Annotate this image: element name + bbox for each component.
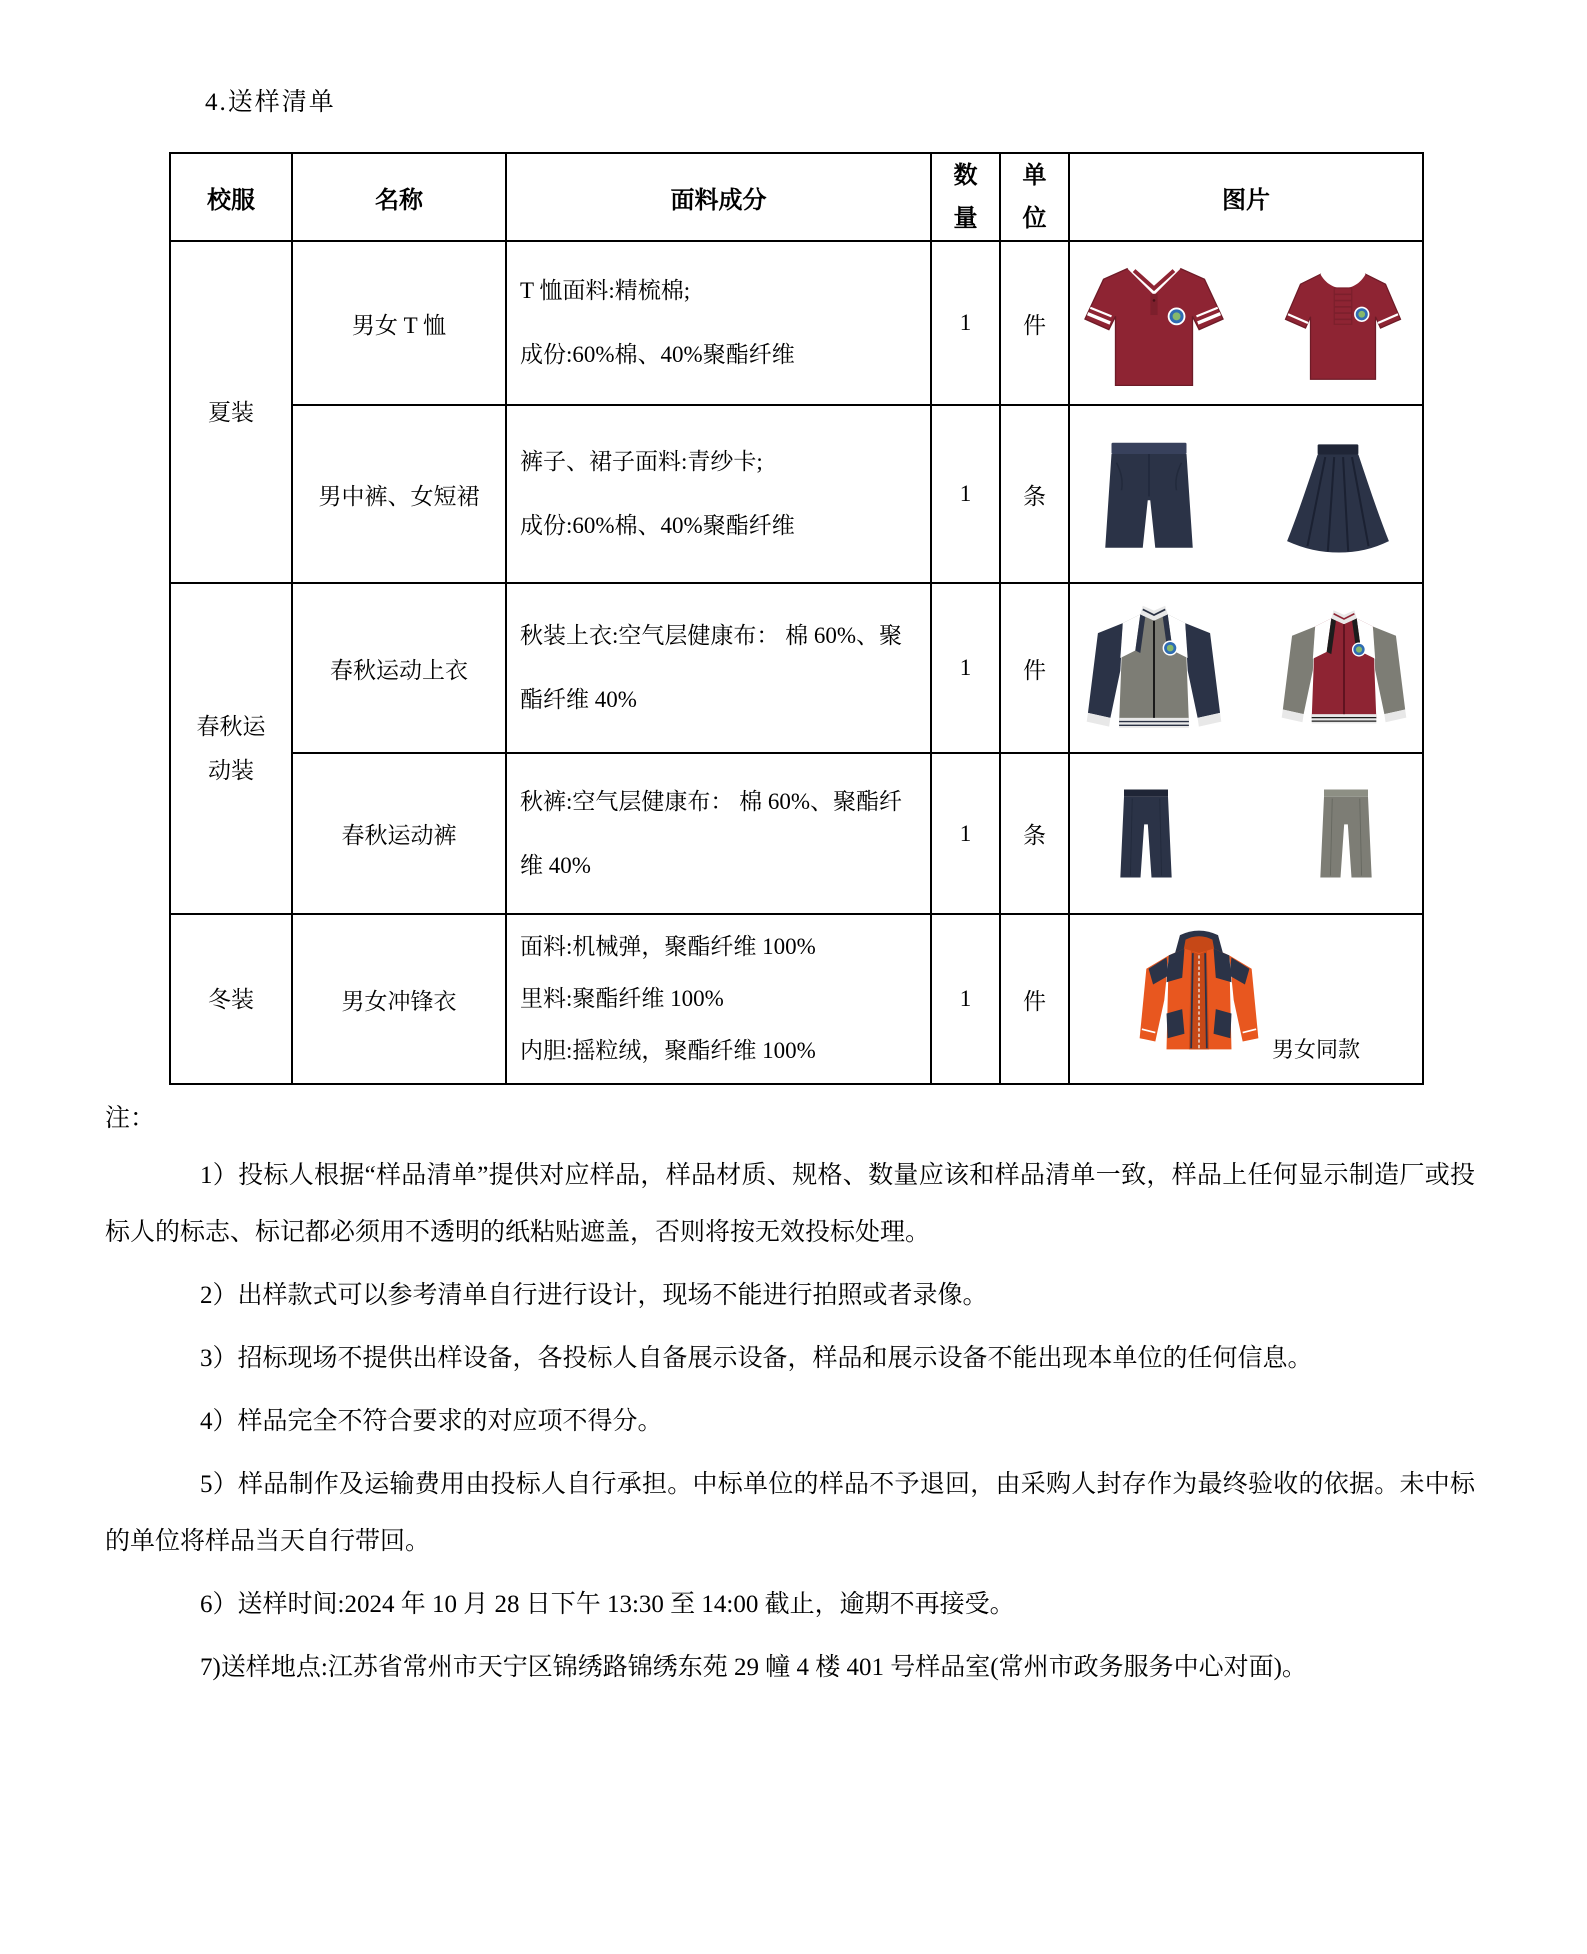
gray-track-pants-image bbox=[1291, 761, 1401, 906]
sample-list-table bbox=[169, 152, 1424, 1085]
quantity-cell: 1 bbox=[931, 241, 1000, 405]
header-name: 名称 bbox=[292, 153, 506, 241]
unit-cell: 件 bbox=[1000, 583, 1069, 753]
fabric-line: 成份:60%棉、40%聚酯纤维 bbox=[520, 342, 795, 368]
image-cell bbox=[1069, 753, 1423, 914]
table-row-summer-polo bbox=[170, 241, 1423, 405]
header-quantity-label: 数量 bbox=[953, 162, 978, 233]
fabric-cell bbox=[506, 914, 931, 1084]
image-cell bbox=[1069, 405, 1423, 583]
red-varsity-jacket-image bbox=[1269, 598, 1419, 738]
note-4: 4）样品完全不符合要求的对应项不得分。 bbox=[200, 1408, 663, 1436]
page-title: 4.送样清单 bbox=[205, 89, 336, 116]
note-3: 3）招标现场不提供出样设备，各投标人自备展示设备，样品和展示设备不能出现本单位的任何信息。 bbox=[200, 1345, 1313, 1373]
name-cell: 春秋运动上衣 bbox=[292, 583, 506, 753]
note-2: 2）出样款式可以参考清单自行进行设计，现场不能进行拍照或者录像。 bbox=[200, 1282, 988, 1310]
table-row-sport-jacket bbox=[170, 583, 1423, 753]
table-header-row bbox=[170, 153, 1423, 241]
category-label-winter: 冬装 bbox=[208, 986, 254, 1012]
header-quantity bbox=[931, 153, 1000, 241]
header-unit-label: 单位 bbox=[1022, 162, 1047, 233]
fabric-cell bbox=[506, 583, 931, 753]
name-cell: 男女冲锋衣 bbox=[292, 914, 506, 1084]
image-cell bbox=[1069, 241, 1423, 405]
quantity-cell: 1 bbox=[931, 405, 1000, 583]
fabric-line: 裤子、裙子面料:青纱卡; bbox=[520, 449, 763, 475]
note-7: 7)送样地点:江苏省常州市天宁区锦绣路锦绣东苑 29 幢 4 楼 401 号样品室(常州市政务服务中心对面)。 bbox=[200, 1654, 1307, 1682]
fabric-line: T 恤面料:精梳棉; bbox=[520, 278, 691, 304]
name-cell: 春秋运动裤 bbox=[292, 753, 506, 914]
unit-cell: 件 bbox=[1000, 241, 1069, 405]
fabric-line: 里料:聚酯纤维 100% bbox=[520, 986, 724, 1012]
fabric-line: 秋裤:空气层健康布： 棉 60%、聚酯纤维 40% bbox=[520, 788, 903, 878]
note-1: 1）投标人根据“样品清单”提供对应样品，样品材质、规格、数量应该和样品清单一致，样品上任何显示制造厂或投标人的标志、标记都必须用不透明的纸粘贴遮盖，否则将按无效投标处理。 bbox=[105, 1162, 1475, 1247]
header-fabric: 面料成分 bbox=[506, 153, 931, 241]
image-caption: 男女同款 bbox=[1271, 1037, 1360, 1063]
table-row-sport-pants bbox=[170, 753, 1423, 914]
fabric-cell bbox=[506, 753, 931, 914]
winter-shell-jacket-image bbox=[1115, 924, 1283, 1074]
category-cell-spring-autumn bbox=[170, 583, 292, 914]
fabric-cell bbox=[506, 241, 931, 405]
name-cell: 男女 T 恤 bbox=[292, 241, 506, 405]
fabric-line: 面料:机械弹，聚酯纤维 100% bbox=[520, 934, 816, 960]
fabric-line: 内胆:摇粒绒，聚酯纤维 100% bbox=[520, 1038, 816, 1064]
unit-cell: 条 bbox=[1000, 405, 1069, 583]
fabric-line: 秋装上衣:空气层健康布： 棉 60%、聚酯纤维 40% bbox=[520, 623, 903, 713]
fabric-cell bbox=[506, 405, 931, 583]
fabric-line: 成份:60%棉、40%聚酯纤维 bbox=[520, 513, 795, 539]
notes-label: 注： bbox=[105, 1105, 156, 1133]
image-cell bbox=[1069, 914, 1423, 1084]
girls-polo-shirt-image bbox=[1268, 253, 1418, 393]
quantity-cell: 1 bbox=[931, 914, 1000, 1084]
header-unit bbox=[1000, 153, 1069, 241]
navy-track-pants-image bbox=[1091, 761, 1201, 906]
quantity-cell: 1 bbox=[931, 583, 1000, 753]
note-5: 5）样品制作及运输费用由投标人自行承担。中标单位的样品不予退回，由采购人封存作为最终验收的依据。未中标的单位将样品当天自行带回。 bbox=[105, 1471, 1475, 1556]
quantity-cell: 1 bbox=[931, 753, 1000, 914]
name-cell: 男中裤、女短裙 bbox=[292, 405, 506, 583]
note-6: 6）送样时间:2024 年 10 月 28 日下午 13:30 至 14:00 截止，逾期不再接受。 bbox=[200, 1591, 1015, 1619]
category-cell-summer bbox=[170, 241, 292, 583]
image-cell bbox=[1069, 583, 1423, 753]
category-label-spring-autumn: 春秋运动装 bbox=[196, 714, 266, 783]
boys-polo-shirt-image bbox=[1074, 250, 1234, 396]
boys-shorts-image bbox=[1074, 424, 1224, 564]
table-row-winter-jacket bbox=[170, 914, 1423, 1084]
category-cell-winter bbox=[170, 914, 292, 1084]
unit-cell: 条 bbox=[1000, 753, 1069, 914]
category-label-summer: 夏装 bbox=[208, 399, 254, 425]
girls-pleated-skirt-image bbox=[1258, 424, 1418, 564]
header-category: 校服 bbox=[170, 153, 292, 241]
table-row-shorts-skirt bbox=[170, 405, 1423, 583]
header-image: 图片 bbox=[1069, 153, 1423, 241]
unit-cell: 件 bbox=[1000, 914, 1069, 1084]
gray-varsity-jacket-image bbox=[1073, 593, 1235, 743]
